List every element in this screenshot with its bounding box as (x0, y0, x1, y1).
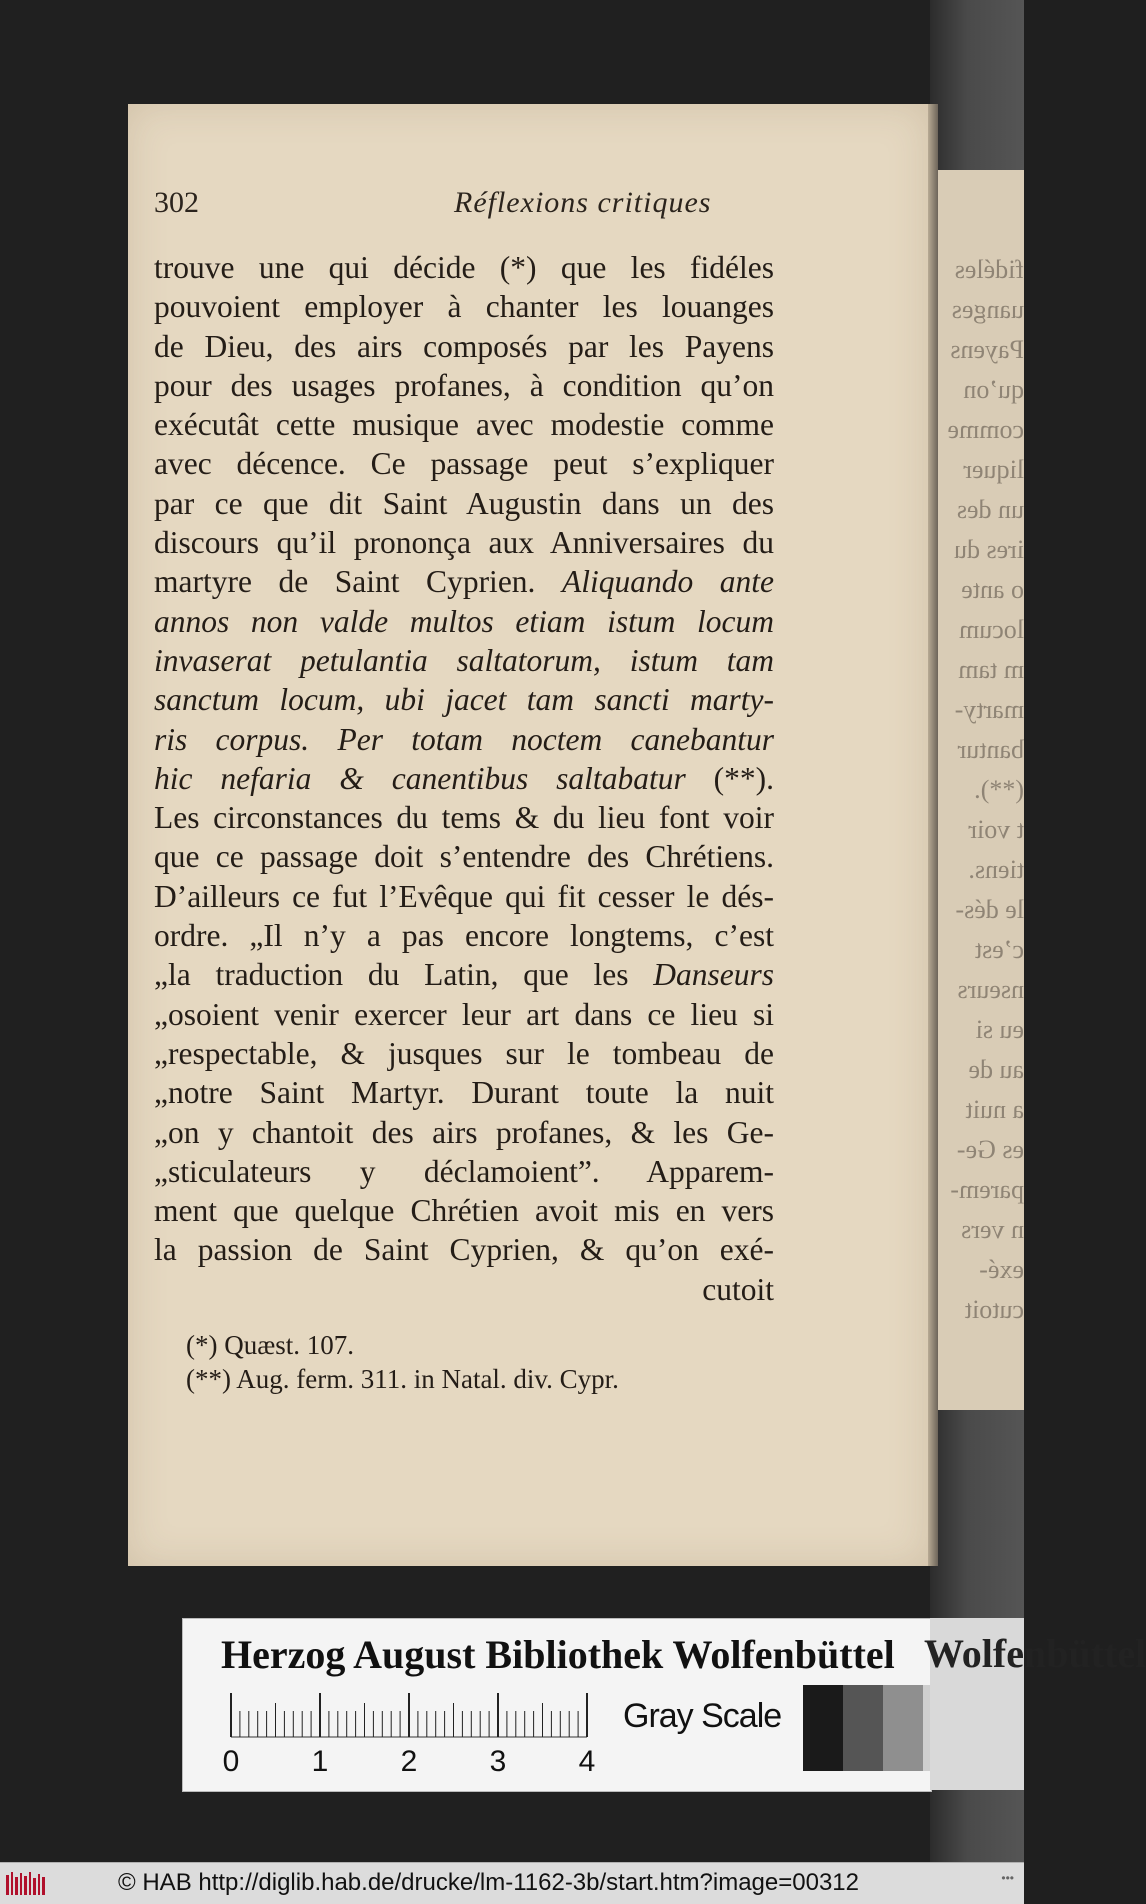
text-line (154, 1152, 774, 1191)
ruler-number: 2 (400, 1745, 418, 1778)
facing-line: t voir (968, 815, 1024, 844)
facing-line: n vers (961, 1215, 1024, 1244)
facing-line: eu si (975, 1015, 1024, 1044)
facing-line: locum (959, 615, 1024, 644)
text-span: martyre de Saint Cyprien. (154, 564, 562, 600)
facing-page-edge (938, 170, 1024, 1410)
text-span: „osoient venir exercer leur art dans ce lieu si (154, 996, 774, 1032)
text-line (154, 759, 774, 798)
page-gutter (928, 104, 938, 1566)
facing-line: nseurs (957, 975, 1024, 1004)
gray-swatch (843, 1685, 883, 1771)
text-line (154, 1230, 774, 1269)
page-number: 302 (154, 186, 199, 219)
text-span: par ce que dit Saint Augustin dans un des (154, 485, 774, 521)
text-span: ment que quelque Chrétien avoit mis en vers (154, 1193, 774, 1229)
text-line (154, 995, 774, 1034)
text-line (154, 1113, 774, 1152)
viewer-footer (0, 1862, 1024, 1904)
facing-line: parem- (950, 1175, 1024, 1204)
facing-line: bantur (957, 735, 1024, 764)
text-span: sanctum locum, ubi jacet tam sancti marty- (154, 682, 774, 718)
text-span: Aliquando ante (561, 564, 774, 600)
text-span: avec décence. Ce passage peut s’expliquer (154, 446, 774, 482)
text-span: pour des usages profanes, à condition qu’on (154, 367, 774, 403)
facing-line: c’est (974, 935, 1024, 964)
facing-line: Payens (950, 335, 1024, 364)
text-span: ris corpus. Per totam noctem canebantur (154, 721, 774, 757)
text-span: de Dieu, des airs composés par les Payens (154, 328, 774, 364)
text-span: invaserat petulantia saltatorum, istum tam (154, 642, 774, 678)
facing-line: comme (947, 415, 1024, 444)
facing-line: exé- (979, 1255, 1024, 1284)
facing-line: le dés- (955, 895, 1024, 924)
text-line (154, 877, 774, 916)
footer-dots-icon: ••• (1001, 1871, 1014, 1885)
library-name-overflow: Wolfenbüttel (924, 1631, 1146, 1676)
text-span: hic nefaria & canentibus saltabatur (154, 760, 686, 796)
text-span: „on y chantoit des airs profanes, & les Ge- (154, 1114, 774, 1150)
gray-swatch (803, 1685, 843, 1771)
text-line (154, 562, 774, 601)
text-line (154, 484, 774, 523)
facing-line: qu’on (963, 375, 1024, 404)
text-line (154, 366, 774, 405)
text-line (154, 248, 774, 287)
text-line (154, 837, 774, 876)
facing-line: un des (956, 495, 1024, 524)
page-header (154, 186, 774, 226)
facing-line: au de (968, 1055, 1024, 1084)
facing-line: o ante (961, 575, 1024, 604)
text-line (154, 680, 774, 719)
text-span: pouvoient employer à chanter les louanges (154, 289, 774, 325)
ruler-number: 0 (222, 1745, 240, 1778)
text-span: Danseurs (653, 957, 774, 993)
text-span: (**). (685, 760, 774, 796)
running-title: Réflexions critiques (454, 186, 712, 219)
text-span: D’ailleurs ce fut l’Evêque qui fit cesser le dés- (154, 878, 774, 914)
text-span: Les circonstances du tems & du lieu font voir (154, 800, 774, 836)
body-text (154, 248, 774, 1309)
facing-line: ires du (953, 535, 1024, 564)
text-span: annos non valde multos etiam istum locum (154, 603, 774, 639)
facing-line: fidéles (954, 255, 1024, 284)
text-span: discours qu’il prononça aux Anniversaires du (154, 525, 774, 561)
text-span: la passion de Saint Cyprien, & qu’on exé- (154, 1232, 774, 1268)
text-span: ordre. „Il n’y a pas encore longtems, c’est (154, 918, 774, 954)
facing-line: es Ge- (956, 1135, 1024, 1164)
text-line (154, 1073, 774, 1112)
gray-scale-ruler (223, 1689, 603, 1779)
facing-line: cutoit (964, 1295, 1024, 1324)
text-line (154, 798, 774, 837)
text-line (154, 287, 774, 326)
text-span: exécutât cette musique avec modestie comme (154, 407, 774, 443)
ruler-number: 1 (311, 1745, 329, 1778)
text-line (154, 955, 774, 994)
text-span: „respectable, & jusques sur le tombeau de (154, 1035, 774, 1071)
facing-line: tiens. (968, 855, 1024, 884)
facing-line: liquer (963, 455, 1024, 484)
text-line (154, 523, 774, 562)
ruler-number: 3 (489, 1745, 507, 1778)
footnotes (186, 1328, 766, 1396)
footnote-1: (*) Quæst. 107. (186, 1330, 354, 1360)
text-span: cutoit (702, 1271, 774, 1307)
gray-swatch (883, 1685, 923, 1771)
text-span: „notre Saint Martyr. Durant toute la nuit (154, 1075, 774, 1111)
facing-line: m tam (958, 655, 1024, 684)
text-span: que ce passage doit s’entendre des Chrétiens. (154, 839, 774, 875)
text-line (154, 405, 774, 444)
library-name: Herzog August Bibliothek Wolfenbüttel (221, 1632, 895, 1677)
text-line (154, 1270, 774, 1309)
color-target-card (182, 1618, 932, 1792)
text-line (154, 720, 774, 759)
facing-line: uanges (951, 295, 1024, 324)
hab-logo-icon[interactable] (4, 1869, 48, 1899)
footnote-2: (**) Aug. ferm. 311. in Natal. div. Cypr. (186, 1364, 619, 1394)
text-span: „la traduction du Latin, que les (154, 957, 654, 993)
text-line (154, 444, 774, 483)
text-line (154, 602, 774, 641)
text-line (154, 1034, 774, 1073)
facing-line: (**). (974, 775, 1024, 804)
gray-scale-label: Gray Scale (623, 1697, 782, 1735)
text-line (154, 641, 774, 680)
facing-line: a nuit (965, 1095, 1024, 1124)
text-line (154, 916, 774, 955)
ruler-number: 4 (578, 1745, 596, 1778)
text-line (154, 1191, 774, 1230)
text-span: trouve une qui décide (*) que les fidéles (154, 250, 774, 285)
text-line (154, 327, 774, 366)
color-target-overflow (924, 1618, 1146, 1790)
facing-line: marty- (954, 695, 1024, 724)
text-span: „sticulateurs y déclamoient”. Apparem- (154, 1153, 774, 1189)
footer-link[interactable]: © HAB http://diglib.hab.de/drucke/lm-1162-3b/start.htm?image=00312 (118, 1869, 859, 1896)
